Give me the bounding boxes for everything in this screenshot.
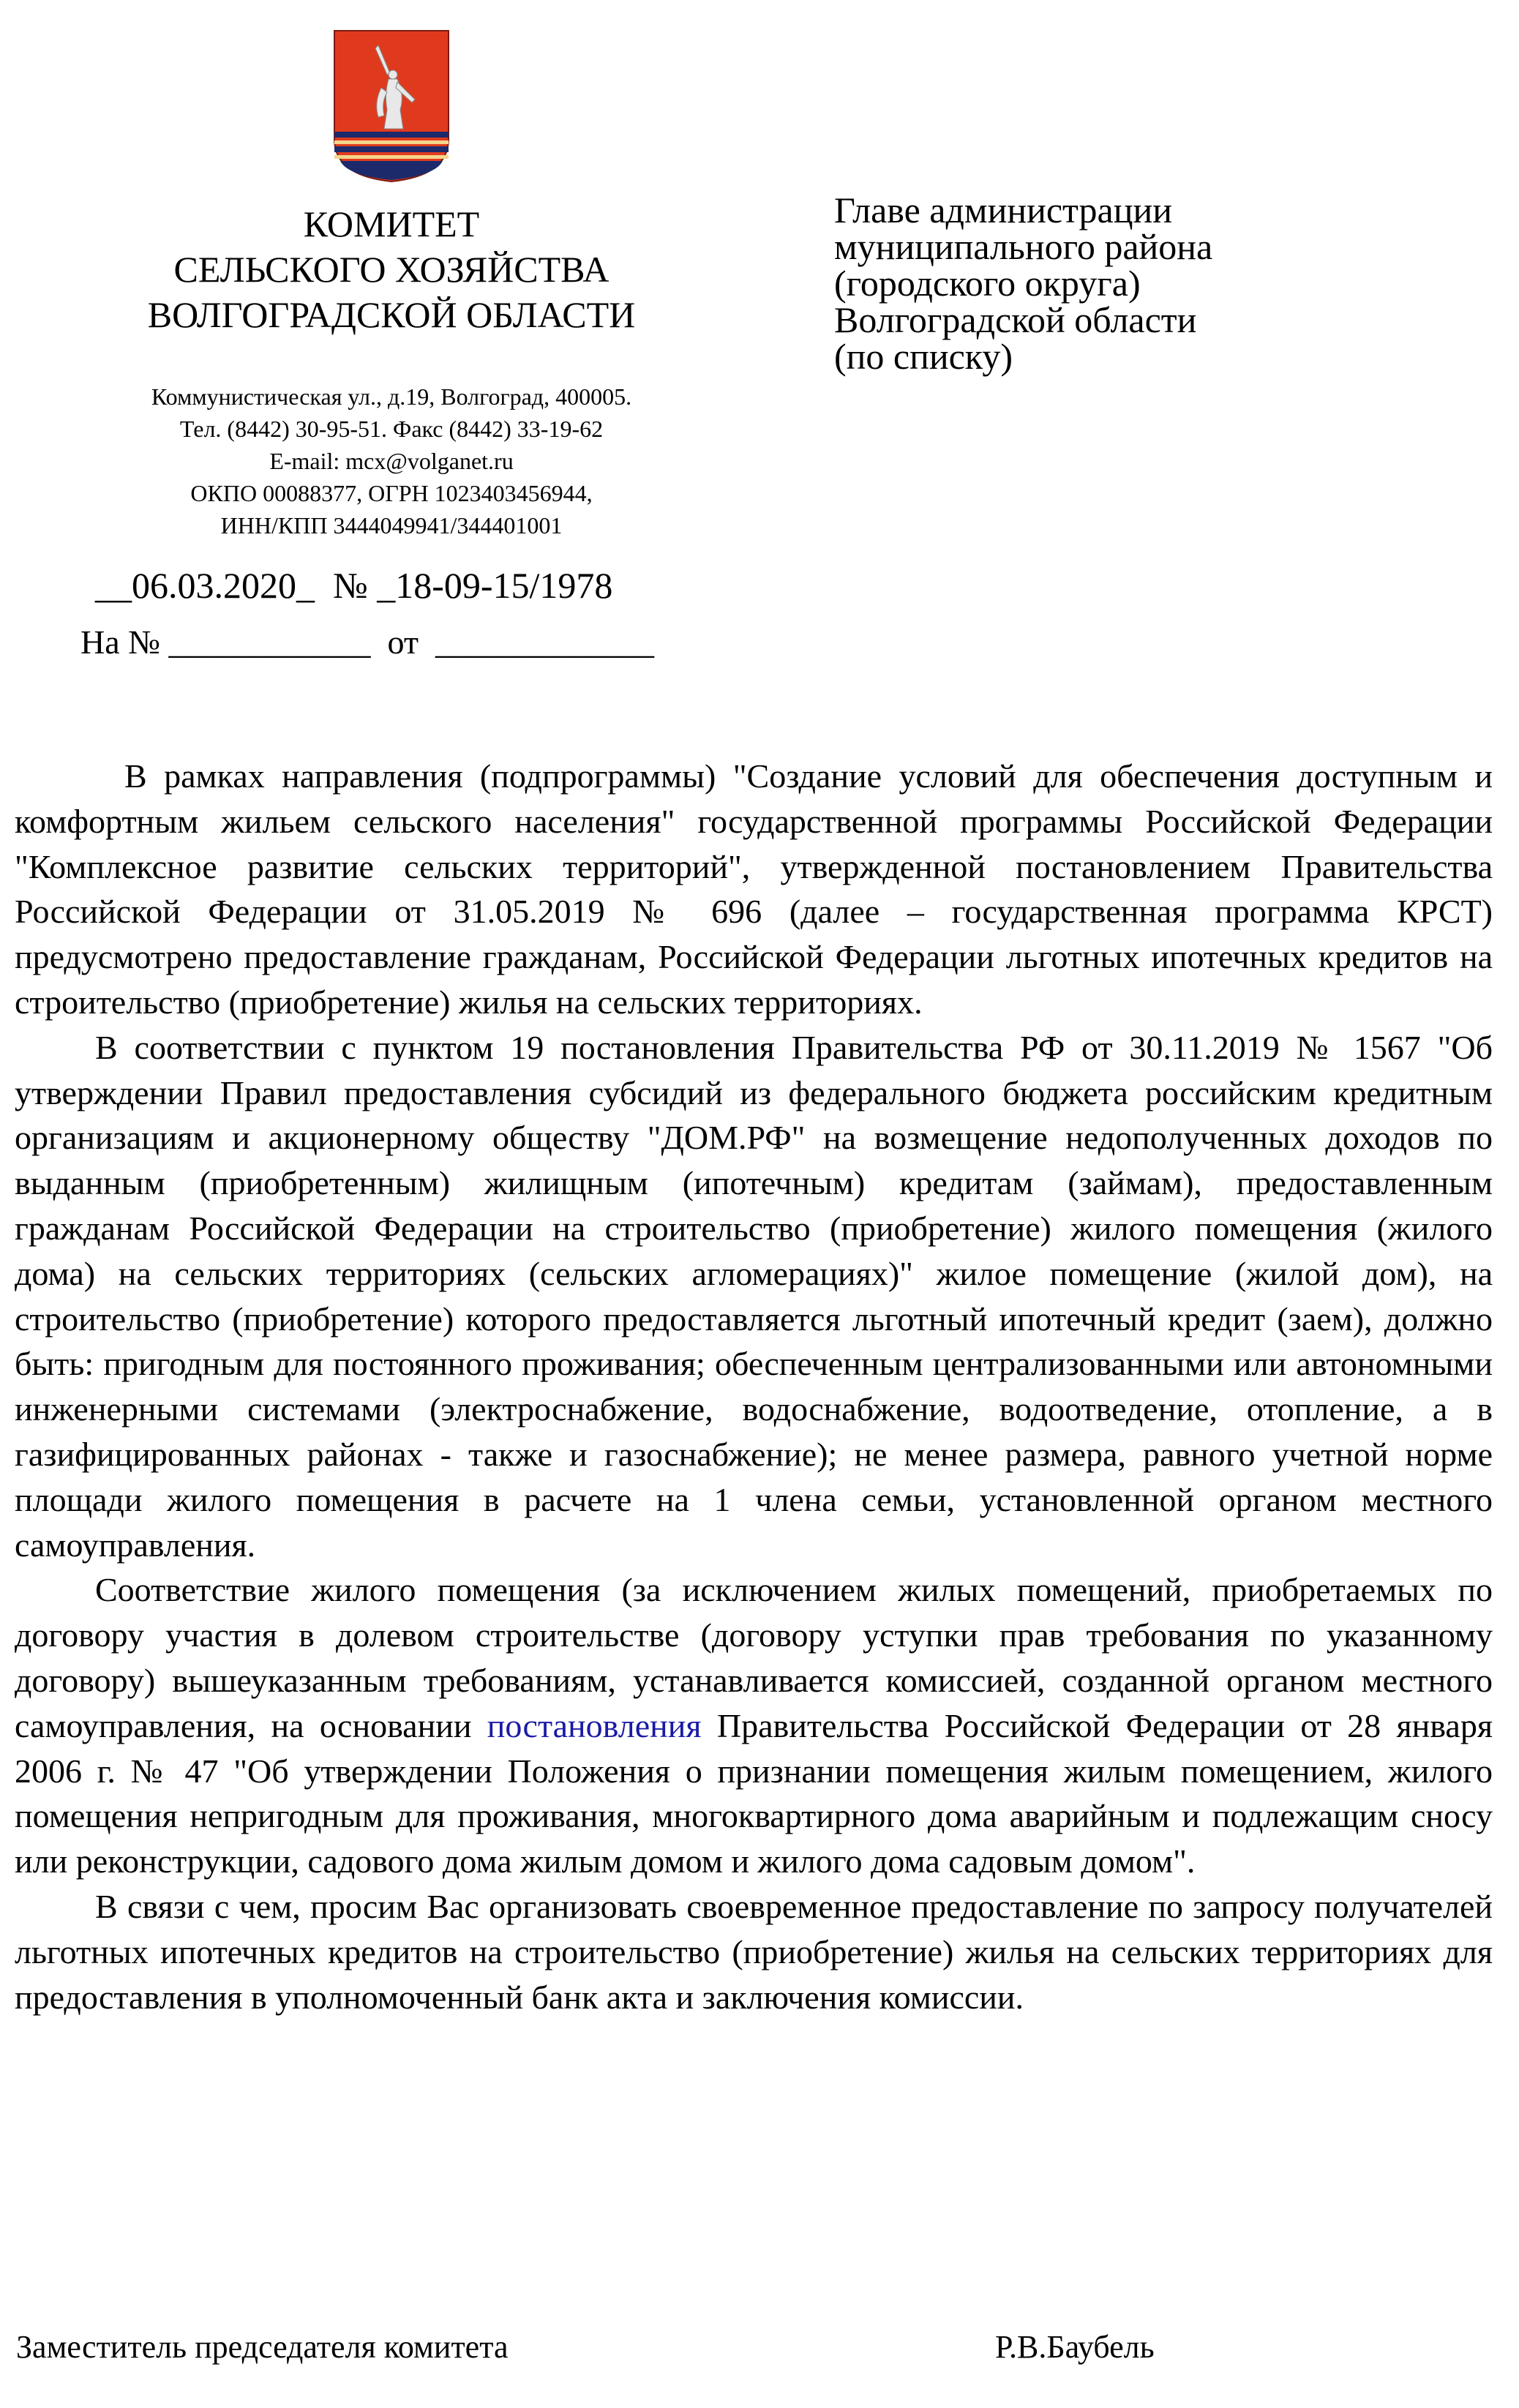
ref-date-blank: _____________ (435, 623, 655, 661)
addressee-block (834, 192, 1493, 375)
organization-name (44, 201, 739, 337)
letter-date: __06.03.2020_ (95, 565, 315, 606)
paragraph-2: В соответствии с пунктом 19 постановления Правительства РФ от 30.11.2019 № 1567 "Об утверждении Правил предоставления субсидий из федерального бюджета российским кредитным организациям и акционерному обществу "ДОМ.РФ" на возмещение недополученных доходов по выданным (приобретенным) жилищным (ипотечным) кредитам (займам), предоставленным гражданам Российской Федерации на строительство (приобретение) жилого помещения (жилого дома) на сельских территориях (сельских агломерациях)" жилое помещение (жилой дом), на строительство (приобретение) которого предоставляется льготный ипотечный кредит (заем), должно быть: пригодным для постоянного проживания; обеспеченным централизованными или автономными инженерными системами (электроснабжение, водоснабжение, водоотведение, отопление, а в газифицированных районах - также и газоснабжение); не менее размера, равного учетной норме площади жилого помещения в расчете на 1 члена семьи, установленной органом местного самоуправления. (15, 1028, 1493, 1564)
number-sign: № (333, 565, 368, 606)
okpo-ogrn-line: ОКПО 00088377, ОГРН 1023403456944, (190, 480, 593, 506)
ref-number-blank: ____________ (168, 623, 371, 661)
addressee-line: (по списку) (834, 336, 1013, 377)
ref-from: от (387, 623, 419, 661)
paragraph-1: В рамках направления (подпрограммы) "Создание условий для обеспечения доступным и комфортным жильем сельского населения" государственной программы Российской Федерации "Комплексное развитие сельских территорий", утвержденной постановлением Правительства Российской Федерации от 31.05.2019 № 696 (далее – государственная программа КРСТ) предусмотрено предоставление гражданам, Российской Федерации льготных ипотечных кредитов на строительство (приобретение) жилья на сельских территориях. (15, 757, 1493, 1021)
paragraph-4: В связи с чем, просим Вас организовать своевременное предоставление по запросу получателей льготных ипотечных кредитов на строительство (приобретение) жилья на сельских территориях для предоставления в уполномоченный банк акта и заключения комиссии. (15, 1887, 1493, 2016)
org-name-line: КОМИТЕТ (303, 203, 480, 244)
org-name-line: ВОЛГОГРАДСКОЙ ОБЛАСТИ (147, 294, 636, 335)
paragraph-3 (15, 1567, 1493, 1884)
inn-kpp-line: ИНН/КПП 3444049941/344401001 (220, 512, 563, 539)
paragraph-3-text: Соответствие жилого помещения (за исключением жилых помещений, приобретаемых по договору участия в долевом строительстве (договору уступки прав требования по указанному договору) вышеуказанным требованиям, устанавливается комиссией, созданной органом местного самоуправления, на основании (15, 1571, 1493, 1744)
address-line: Коммунистическая ул., д.19, Волгоград, 400005. (151, 383, 632, 410)
coat-of-arms-emblem (333, 29, 450, 183)
paragraph-3-text-end: Правительства Российской Федерации от 28 января 2006 г. № 47 "Об утверждении Положения о признании помещения жилым помещением, жилого помещения непригодным для проживания, многоквартирного дома аварийным и подлежащим сносу или реконструкции, садового дома жилым домом и жилого дома садовым домом". (15, 1706, 1493, 1880)
letter-body (15, 754, 1493, 2019)
signatory-title: Заместитель председателя комитета (16, 2329, 509, 2365)
addressee-line: Главе администрации (834, 190, 1172, 230)
resolution-link[interactable]: постановления (487, 1706, 702, 1744)
addressee-line: муниципального района (834, 226, 1213, 267)
reference-line (80, 622, 739, 663)
phone-fax-line: Тел. (8442) 30-95-51. Факс (8442) 33-19-62 (179, 416, 604, 442)
addressee-line: (городского округа) (834, 263, 1141, 304)
letter-number: _18-09-15/1978 (377, 565, 613, 606)
org-name-line: СЕЛЬСКОГО ХОЗЯЙСТВА (173, 249, 610, 290)
ref-prefix: На № (80, 623, 161, 661)
signatory-name: Р.В.Баубель (995, 2329, 1155, 2365)
email-line: E-mail: mcx@volganet.ru (269, 448, 514, 474)
addressee-line: Волгоградской области (834, 299, 1197, 340)
organization-contacts (44, 380, 739, 541)
registration-line (95, 563, 754, 607)
